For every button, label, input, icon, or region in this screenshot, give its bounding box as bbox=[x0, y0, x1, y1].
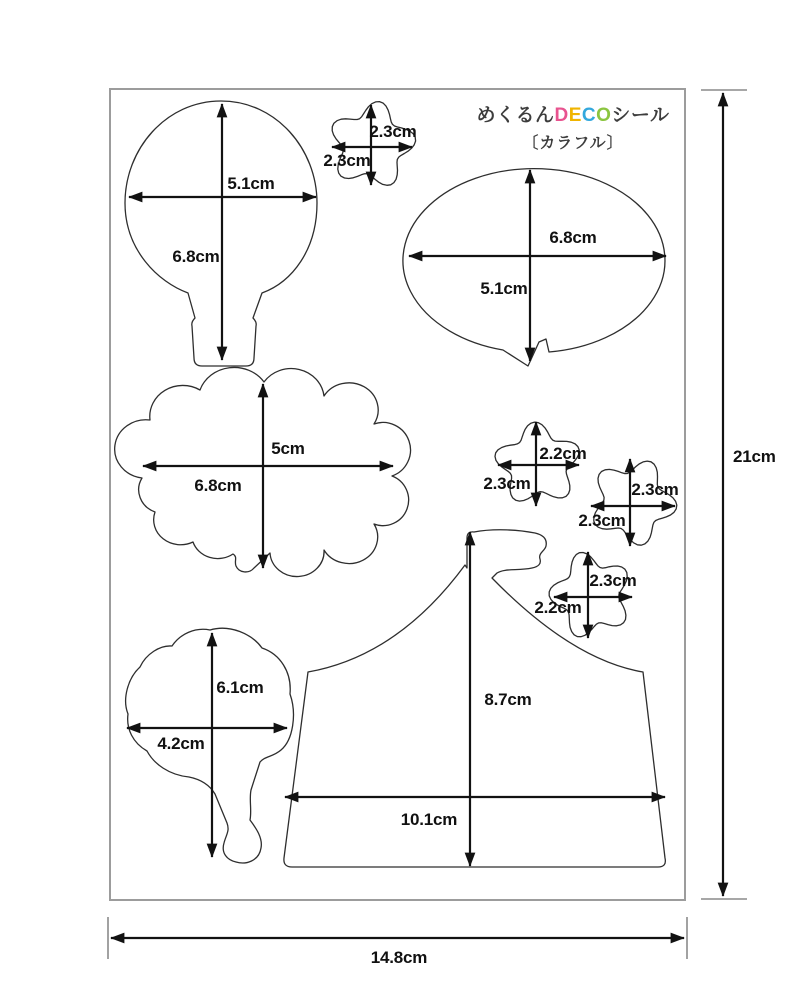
star-mid-right-outline bbox=[594, 461, 677, 545]
label-bubble-width: 6.8cm bbox=[549, 228, 597, 247]
label-bubble-height: 5.1cm bbox=[480, 279, 528, 298]
star-top-outline bbox=[332, 102, 415, 186]
label-star-low-width: 2.2cm bbox=[534, 598, 582, 617]
label-star-mr-height: 2.3cm bbox=[631, 480, 679, 499]
label-star-low-height: 2.3cm bbox=[589, 571, 637, 590]
label-star-mr-width: 2.3cm bbox=[578, 511, 626, 530]
label-sheet-width: 14.8cm bbox=[370, 948, 428, 967]
deco-letter-d: D bbox=[554, 105, 569, 126]
label-star-top-height: 2.3cm bbox=[369, 122, 417, 141]
speech-bubble-outline bbox=[403, 169, 665, 366]
label-balloon-width: 5.1cm bbox=[227, 174, 275, 193]
label-bunch-height: 6.1cm bbox=[216, 678, 264, 697]
balloon-bunch-outline bbox=[126, 628, 294, 863]
label-sheet-height: 21cm bbox=[733, 447, 776, 466]
label-star-ml-width: 2.3cm bbox=[483, 474, 531, 493]
product-title-line2: 〔カラフル〕 bbox=[522, 135, 624, 152]
product-title-line1 bbox=[458, 100, 688, 127]
label-tent-height: 8.7cm bbox=[484, 690, 532, 709]
title-text-post: シール bbox=[611, 105, 670, 126]
label-tent-width: 10.1cm bbox=[400, 810, 458, 829]
deco-letter-c: C bbox=[581, 105, 597, 126]
product-title bbox=[458, 100, 688, 153]
label-star-top-width: 2.3cm bbox=[323, 151, 371, 170]
label-bunch-width: 4.2cm bbox=[157, 734, 205, 753]
label-cloud-height: 5cm bbox=[271, 439, 305, 458]
deco-letter-e: E bbox=[568, 105, 582, 126]
deco-letter-o: O bbox=[596, 105, 612, 126]
label-star-ml-height: 2.2cm bbox=[539, 444, 587, 463]
label-balloon-height: 6.8cm bbox=[172, 247, 220, 266]
label-cloud-width: 6.8cm bbox=[194, 476, 242, 495]
title-text-pre: めくるん bbox=[476, 105, 555, 126]
